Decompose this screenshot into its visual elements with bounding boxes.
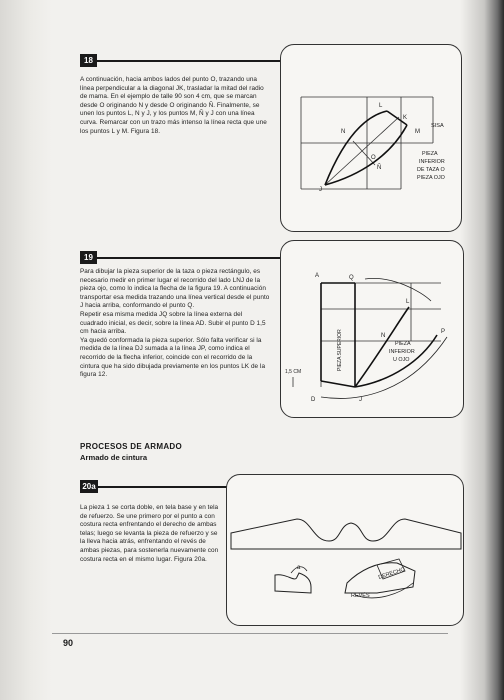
fig19-label-uojo: U OJO <box>393 357 410 363</box>
fig19-label-j: J <box>359 397 362 403</box>
section-heading: PROCESOS DE ARMADO <box>80 442 183 451</box>
fig18-label-enie: Ñ <box>377 165 382 171</box>
step-19-rule <box>97 257 287 259</box>
step-19-label: 19 <box>80 251 97 264</box>
fig18-label-detaza: DE TAZA O <box>417 167 445 173</box>
figure-19-box <box>280 240 464 418</box>
fig18-label-m: M <box>415 129 420 135</box>
fig18-label-j: J <box>319 187 322 193</box>
step-18-text: A continuación, hacia ambos lados del punto O, trazando una línea perpendicular a la diagonal JK, trasladar la mitad del radio de mama. En el ejemplo de talle 90 son 4 cm, que se marcan desde O originando N y desde O originando Ñ. Finalmente, se unen los puntos L, N y J, y los puntos M, Ñ y J con una línea curva. Remarcar con un trazo más intenso la línea recta que une los puntos L y M. Figura 18. <box>80 76 267 135</box>
fig19-label-pieza-superior: PIEZA SUPERIOR <box>337 329 343 371</box>
fig19-label-d: D <box>311 397 316 403</box>
fig18-label-k: K <box>403 115 408 121</box>
fig19-label-15cm: 1,5 CM <box>285 369 302 375</box>
step-18-label: 18 <box>80 54 97 67</box>
section-subheading: Armado de cintura <box>80 453 148 462</box>
fig18-label-n: N <box>341 129 346 135</box>
fig20a-label-derecho: DERECHO <box>377 566 406 581</box>
step-20a-text: La pieza 1 se corta doble, en tela base y en tela de refuerzo. Se une primero por el punto a con costura recta enfrentando el derecho de ambas telas; luego se levanta la pieza de refuerzo y se la lleva hacia atrás, enfrentando el revés de ambas piezas, para sostenerla nuevamente con costura recta en el mismo lugar. Figura 20a. <box>80 504 219 563</box>
fig19-label-n: N <box>381 333 386 339</box>
page-edge-shadow <box>460 0 504 700</box>
step-19-text: Para dibujar la pieza superior de la taza o pieza rectángulo, es necesario medir en primer lugar el recorrido del lado LNJ de la pieza ojo, como lo indica la flecha de la figura 19. A continuación transportar esa medida trazando una línea vertical desde el punto J hacia arriba, conformando el punto Q. Repetir esa misma medida JQ sobre la línea externa del cuadrado inicial, es decir, sobre la línea AD. Subir el punto D 1,5 cm hacia arriba. Ya quedó conformada la pieza superior. Sólo falta verificar si la medida de la línea DJ sumada a la línea JP, como indica el recorrido de la flecha inferior, coincide con el recorrido de la cintura que ha sido dibujada previamente en los puntos LK de la figura 12. <box>80 268 270 379</box>
step-20a-rule <box>98 486 228 488</box>
fig20a-label-a: a <box>297 565 301 571</box>
fig20a-label-reves: REVÉS <box>351 593 370 599</box>
figure-19-diagram <box>281 241 463 417</box>
fig19-label-inferior: INFERIOR <box>389 349 415 355</box>
figure-18-diagram <box>281 45 461 231</box>
fig18-label-piezaojo: PIEZA OJO <box>417 175 445 181</box>
fig19-label-l: L <box>406 299 410 305</box>
fig19-label-q: Q <box>349 275 354 281</box>
fig18-label-sisa: SISA <box>431 123 444 129</box>
fig18-label-o: O <box>371 155 376 161</box>
footer-rule <box>52 633 448 634</box>
page-number: 90 <box>63 638 74 648</box>
step-18-rule <box>97 60 287 62</box>
page-binding-shadow <box>0 0 52 700</box>
fig19-label-a: A <box>315 273 320 279</box>
fig19-label-p: P <box>441 329 446 335</box>
fig19-label-pieza: PIEZA <box>395 341 411 347</box>
fig18-label-inferior: INFERIOR <box>419 159 445 165</box>
fig18-label-pieza: PIEZA <box>422 151 438 157</box>
figure-20a-box <box>226 474 464 626</box>
step-20a-label: 20a <box>80 480 98 493</box>
fig18-label-l: L <box>379 103 383 109</box>
figure-20a-diagram <box>227 475 463 625</box>
figure-18-box <box>280 44 462 232</box>
